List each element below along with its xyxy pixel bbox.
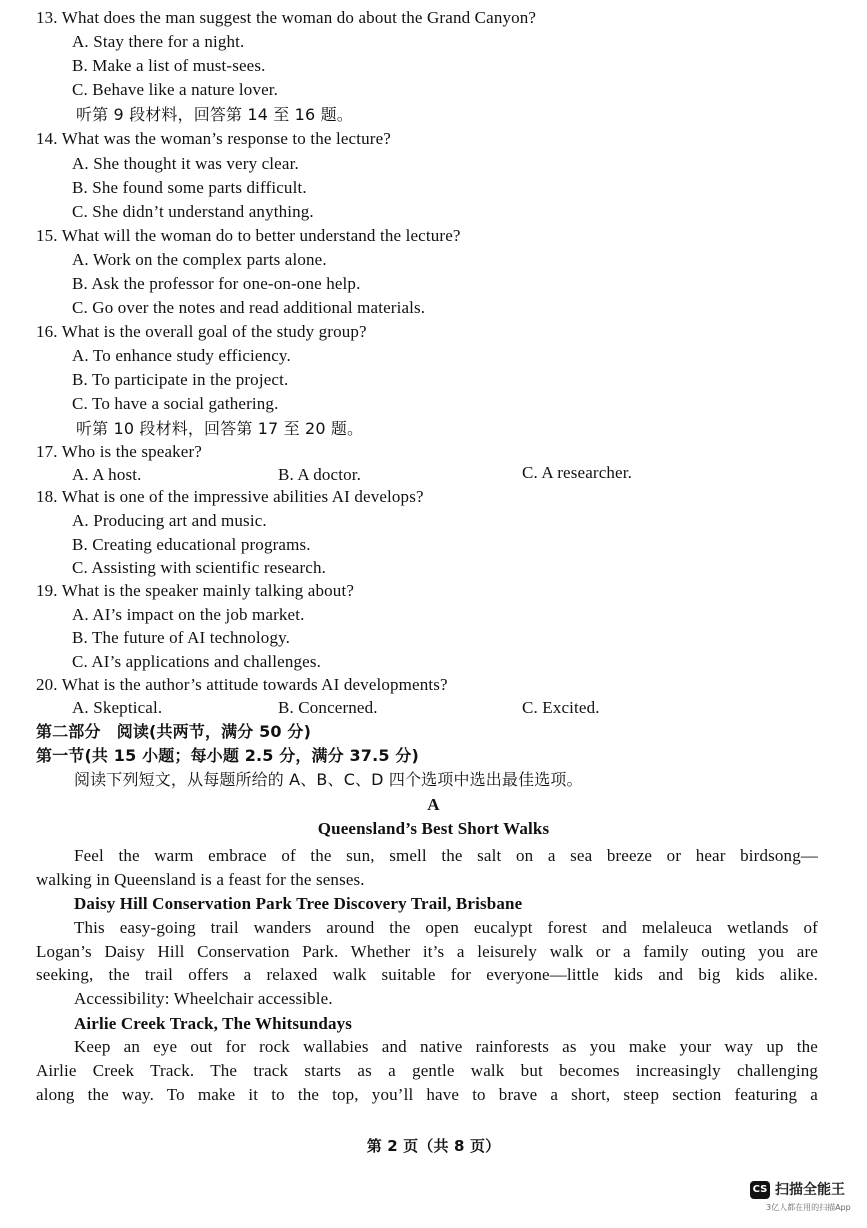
airlie-creek-line-2: Airlie Creek Track. The track starts as a gentle walk but becomes increasingly challenging [36, 1061, 818, 1080]
question-13-option-c: C. Behave like a nature lover. [72, 80, 279, 99]
question-16-stem: 16. What is the overall goal of the study group? [36, 322, 367, 341]
question-19-option-b: B. The future of AI technology. [72, 628, 291, 647]
daisy-hill-line-2: Logan’s Daisy Hill Conservation Park. Whether it’s a leisurely walk or a family outing you are [36, 942, 818, 961]
daisy-hill-line-3: seeking, the trail offers a relaxed walk suitable for everyone—little kids and big kids alike. [36, 965, 818, 984]
question-18-option-a: A. Producing art and music. [72, 511, 267, 530]
daisy-hill-accessibility: Accessibility: Wheelchair accessible. [74, 989, 333, 1008]
question-15-option-b: B. Ask the professor for one-on-one help. [72, 274, 361, 293]
question-13-stem: 13. What does the man suggest the woman do about the Grand Canyon? [36, 8, 537, 27]
question-20-option-c: C. Excited. [522, 698, 600, 717]
question-17-option-c: C. A researcher. [522, 463, 633, 482]
watermark-title: 扫描全能王 [775, 1182, 845, 1198]
question-16-option-b: B. To participate in the project. [72, 370, 289, 389]
question-14-option-c: C. She didn’t understand anything. [72, 202, 314, 221]
question-18-option-c: C. Assisting with scientific research. [72, 558, 327, 577]
question-14-option-b: B. She found some parts difficult. [72, 178, 307, 197]
passage-title: Queensland’s Best Short Walks [317, 819, 550, 838]
page-footer: 第 2 页（共 8 页） [366, 1137, 501, 1155]
question-19-stem: 19. What is the speaker mainly talking about? [36, 581, 355, 600]
section-one-heading: 第一节(共 15 小题；每小题 2.5 分，满分 37.5 分) [36, 746, 419, 765]
question-13-option-a: A. Stay there for a night. [72, 32, 245, 51]
question-18-option-b: B. Creating educational programs. [72, 535, 311, 554]
camscanner-logo-icon: CS [750, 1181, 770, 1199]
question-15-option-c: C. Go over the notes and read additional materials. [72, 298, 426, 317]
listening-instruction-9: 听第 9 段材料，回答第 14 至 16 题。 [76, 105, 353, 124]
airlie-creek-line-1: Keep an eye out for rock wallabies and native rainforests as you make your way up the [74, 1037, 818, 1056]
question-20-option-b: B. Concerned. [278, 698, 378, 717]
listening-instruction-10: 听第 10 段材料，回答第 17 至 20 题。 [76, 419, 364, 438]
reading-instruction: 阅读下列短文，从每题所给的 A、B、C、D 四个选项中选出最佳选项。 [74, 770, 583, 789]
question-17-option-b: B. A doctor. [278, 465, 362, 484]
question-14-option-a: A. She thought it was very clear. [72, 154, 299, 173]
airlie-creek-line-3: along the way. To make it to the top, you’ll have to brave a short, steep section featuring a [36, 1085, 818, 1104]
daisy-hill-line-1: This easy-going trail wanders around the open eucalypt forest and melaleuca wetlands of [74, 918, 818, 937]
part-two-heading: 第二部分 阅读(共两节，满分 50 分) [36, 722, 312, 741]
question-20-stem: 20. What is the author’s attitude towards AI developments? [36, 675, 448, 694]
intro-line-1: Feel the warm embrace of the sun, smell the salt on a sea breeze or hear birdsong— [74, 846, 818, 865]
question-15-option-a: A. Work on the complex parts alone. [72, 250, 327, 269]
question-17-option-a: A. A host. [72, 465, 142, 484]
passage-letter: A [427, 795, 440, 814]
question-17-stem: 17. Who is the speaker? [36, 442, 203, 461]
question-13-option-b: B. Make a list of must-sees. [72, 56, 266, 75]
question-15-stem: 15. What will the woman do to better understand the lecture? [36, 226, 461, 245]
question-18-stem: 18. What is one of the impressive abilities AI develops? [36, 487, 424, 506]
question-19-option-a: A. AI’s impact on the job market. [72, 605, 305, 624]
question-20-option-a: A. Skeptical. [72, 698, 163, 717]
question-16-option-a: A. To enhance study efficiency. [72, 346, 291, 365]
intro-line-2: walking in Queensland is a feast for the senses. [36, 870, 365, 889]
question-19-option-c: C. AI’s applications and challenges. [72, 652, 322, 671]
airlie-creek-heading: Airlie Creek Track, The Whitsundays [74, 1014, 353, 1033]
question-16-option-c: C. To have a social gathering. [72, 394, 279, 413]
question-14-stem: 14. What was the woman’s response to the lecture? [36, 129, 391, 148]
watermark-subtitle: 3亿人都在用的扫描App [766, 1203, 851, 1212]
daisy-hill-heading: Daisy Hill Conservation Park Tree Discovery Trail, Brisbane [74, 894, 523, 913]
